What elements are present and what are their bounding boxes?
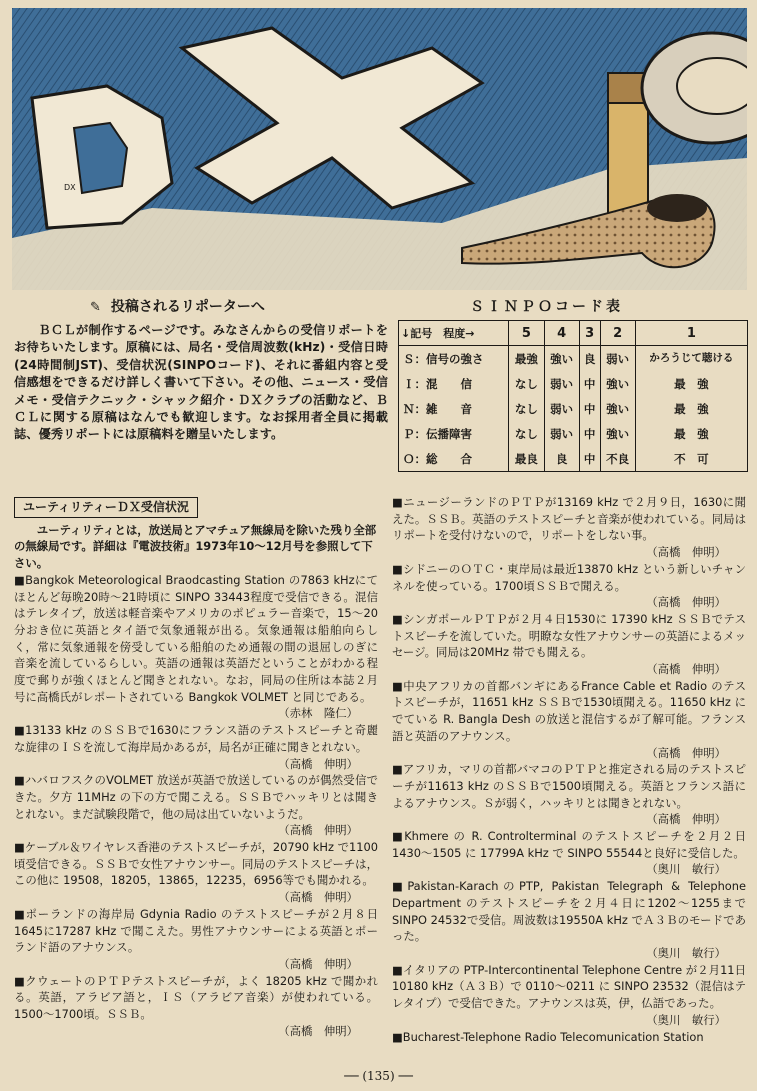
ornament-icon: ✎ — [90, 300, 101, 315]
report-text: ■イタリアの PTP-Intercontinental Telephone Centre が２月11日10180 kHz（Ａ３Ｂ）で 0110～0211 に SINPO 23532（混信はテレタイプ）で受信できた。アナウンスは英，伊，仏語であった。 — [392, 962, 746, 1011]
sinpo-row-n: Ｎ：雑 音 なし 弱い 中 強い 最 強 — [399, 396, 748, 421]
art-letters: DX — [64, 183, 76, 192]
report-item — [392, 962, 746, 1029]
report-author: （高橋 伸明） — [278, 823, 358, 838]
report-author: （高橋 伸明） — [646, 662, 726, 677]
report-author: （高橋 伸明） — [646, 545, 726, 560]
right-items — [392, 494, 746, 1045]
report-text: ■Bucharest-Telephone Radio Telecomunication Station — [392, 1029, 704, 1044]
report-item — [392, 611, 746, 678]
level-3: 3 — [579, 321, 600, 346]
report-item — [392, 761, 746, 828]
report-text: ■Bangkok Meteorological Braodcasting Station の7863 kHzにてほとんど毎晩20時～21時頃に SINPO 33443程度で受信できる。混信はテレタイプ，放送は軽音楽やアメリカのポピュラー音楽で，15～20分おき位に英語とタイ語で気象通報が出る。気象通報は船舶向らしく，常に気象通報を傍受している船舶のため通報の間の退屈しのぎに音楽を流しているらしい。英語の通報は英語だということがわかる程度で郵りが強くほとんど聞きとれない。なお，同局の住所は本誌２月号に高橋氏がレポートされている Bangkok VOLMET と同じである。 — [14, 572, 378, 704]
report-text: ■クウェートのＰＴＰテストスピーチが，よく 18205 kHz で聞かれる。英語，アラビア語と，ＩＳ（アラビア音楽）が使われている。1500～1700頃。ＳＳＢ。 — [14, 973, 378, 1022]
report-text: ■ハバロフスクのVOLMET 放送が英語で放送しているのが偶然受信できた。夕方 11MHz の下の方で聞こえる。ＳＳＢでハッキリとは聞きとれない。まだ試験段階で，他の局は出ていないようだ。 — [14, 773, 378, 821]
report-item — [392, 828, 746, 878]
report-text: ■Pakistan-KarachのPTP, Pakistan Telegraph & Telephone Department のテストスピーチを２月４日に1202～1255まで SINPO 24532で受信。周波数は19550A kHz でＡ３Ｂのモードであった。 — [392, 879, 746, 944]
report-text: ■ニュージーランドのＰＴＰが13169 kHz で２月９日，1630に聞えた。ＳＳＢ。英語のテストスピーチと音楽が使われている。同局はリポートを受付けないので，リポートをしない事。 — [392, 495, 746, 543]
report-item — [14, 839, 378, 906]
report-text: ■13133 kHz のＳＳＢで1630にフランス語のテストスピーチと奇麗な旋律のＩＳを流して海岸局かあるが，局名が正確に聞きとれない。 — [14, 723, 378, 754]
report-author: （赤林 隆仁） — [278, 706, 358, 721]
report-author: （高橋 伸明） — [646, 812, 726, 827]
report-author: （奥川 敏行） — [646, 945, 726, 960]
sinpo-row-o: Ｏ：総 合 最良 良 中 不良 不 可 — [399, 446, 748, 472]
report-author: （高橋 伸明） — [278, 1023, 358, 1038]
level-5: 5 — [509, 321, 544, 346]
report-author: （高橋 伸明） — [646, 745, 726, 760]
report-item — [14, 906, 378, 973]
report-item — [14, 572, 378, 722]
sinpo-row-i: Ｉ：混 信 なし 弱い 中 強い 最 強 — [399, 371, 748, 396]
report-item — [392, 1029, 746, 1046]
report-author: （高橋 伸明） — [646, 595, 726, 610]
report-text: ■シンガポールＰＴＰが２月４日1530に 17390 kHz ＳＳＢでテストスピーチを流していた。明瞭な女性アナウンサーの英語によるメッセージ。同局は20MHz 帯でも聞える。 — [392, 611, 746, 660]
reporter-title: ✎ 投稿されるリポーターへ — [90, 299, 265, 315]
report-item — [392, 678, 746, 762]
header-illustration — [12, 8, 747, 290]
level-2: 2 — [600, 321, 635, 346]
report-text: ■ポーランドの海岸局 Gdynia Radio のテストスピーチが２月８日1645に17287 kHz で聞こえた。男性アナウンサーによる英語とポーランド語のアナウンス。 — [14, 906, 378, 955]
sinpo-title: ＳＩＮＰＯコード表 — [470, 299, 623, 315]
report-item — [14, 772, 378, 839]
report-author: （高橋 伸明） — [278, 890, 358, 905]
report-author: （奥川 敏行） — [646, 862, 726, 877]
report-author: （奥川 敏行） — [646, 1012, 726, 1027]
sinpo-row-s: Ｓ：信号の強さ 最強 強い 良 弱い かろうじて聴ける — [399, 346, 748, 372]
dx-art — [12, 8, 747, 290]
report-item — [392, 878, 746, 962]
sinpo-header-label: ↓記号 程度→ — [399, 321, 509, 346]
report-text: ■シドニーのＯＴＣ・東岸局は最近13870 kHz という新しいチャンネルを使っている。1700頃ＳＳＢで聞える。 — [392, 561, 746, 593]
sinpo-table — [398, 320, 748, 472]
report-item — [14, 722, 378, 772]
level-1: 1 — [635, 321, 747, 346]
report-author: （高橋 伸明） — [278, 756, 358, 771]
right-column — [392, 494, 746, 1045]
page-number: ── (135) ── — [344, 1069, 413, 1083]
report-text: ■ケーブル＆ワイヤレス香港のテストスピーチが，20790 kHz で1100頃受信できる。ＳＳＢで女性アナウンサー。同局のテストスピーチは，この他に 19508，18205，13865，12235，6956等でも聞かれる。 — [14, 840, 378, 888]
level-4: 4 — [544, 321, 579, 346]
report-text: ■Khmere の R. Controlterminal のテストスピーチを２月２日1430～1505 に 17799A kHz で SINPO 55544と良好に受信した。 — [392, 829, 746, 860]
left-column — [14, 494, 378, 1040]
report-item — [392, 494, 746, 561]
report-text: ■アフリカ，マリの首都バマコのＰＴＰと推定される局のテストスピーチが11613 kHz のＳＳＢで1500頃聞える。英語とフランス語によるアナウンス。Ｓが弱く，ハッキリとは聞きとれない。 — [392, 762, 746, 810]
report-item — [14, 973, 378, 1040]
report-text: ■中央アフリカの首都バンギにあるFrance Cable et Radio のテストスピーチが，11651 kHz ＳＳＢで1530頃聞える。11650 kHz にでている R. Bangla Desh の放送と混信するが了解可能。フランス語と英語のアナウンス。 — [392, 678, 746, 743]
section-intro: ユーティリティとは，放送局とアマチュア無線局を除いた残り全部の無線局です。詳細は『電波技術』1973年10～12月号を参照して下さい。 — [14, 522, 377, 571]
sinpo-row-p: Ｐ：伝播障害 なし 弱い 中 強い 最 強 — [399, 421, 748, 446]
reporter-body: ＢＣＬが制作するページです。みなさんからの受信リポートをお待ちいたします。原稿には、局名・受信周波数(kHz)・受信日時(24時間制JST)、受信状況(SINPOコード)、それに番組内容と受信感想をできるだけ詳しく書いて下さい。その他、ニュース・受信メモ・受信テクニック・シャック紹介・ＤＸクラブの活動など、ＢＣＬに関する原稿はなんでも歓迎します。なお採用者全員に掲載誌、優秀リポートには原稿料を贈呈いたします。 — [14, 323, 388, 442]
left-items — [14, 572, 378, 1040]
report-author: （高橋 伸明） — [278, 956, 358, 971]
section-title: ユーティリティーＤＸ受信状況 — [14, 497, 198, 518]
report-item — [392, 561, 746, 611]
